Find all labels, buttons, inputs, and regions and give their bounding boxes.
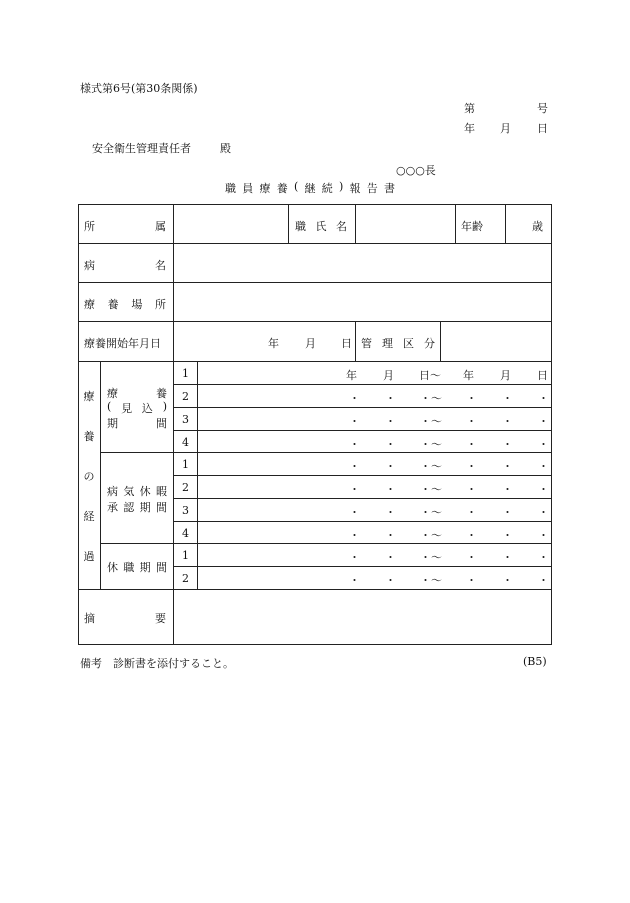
row-number: 4 [182, 436, 189, 449]
title-char: ) [338, 180, 344, 193]
period-end-day: ・ [538, 529, 549, 542]
form-reference: 様式第6号(第30条関係) [80, 82, 198, 95]
period-end-month: ・ [502, 415, 513, 428]
label-char: 療 [107, 387, 118, 400]
period-end-year: ・ [466, 392, 477, 405]
period-end-month: ・ [502, 506, 513, 519]
label-char: 休 [107, 561, 118, 574]
label-char: ( [107, 400, 112, 413]
period-start-day: ・～ [420, 506, 442, 519]
label-char: 職 [295, 220, 306, 233]
label-char: 承 [107, 501, 118, 514]
sick-leave-period-label [107, 483, 167, 515]
title-char: 職 [225, 182, 236, 195]
title-char: 継 [304, 182, 316, 195]
label-char: 所 [84, 220, 95, 233]
row-number: 3 [182, 413, 189, 426]
period-start-year: ・ [349, 438, 360, 451]
label-char: 期 [107, 417, 118, 430]
affiliation-field[interactable] [175, 205, 287, 242]
row-number: 1 [182, 549, 189, 562]
label-char: 間 [156, 417, 167, 430]
start-date-day: 日 [341, 337, 352, 350]
period-end-month: ・ [502, 438, 513, 451]
period-start-day: ・～ [420, 460, 442, 473]
summary-field[interactable] [175, 590, 550, 643]
label-char: 場 [131, 298, 143, 311]
label-char: ) [162, 400, 167, 413]
label-char: 分 [424, 337, 435, 350]
period-start-month: ・ [385, 392, 396, 405]
title-char: ( [293, 180, 299, 193]
period-start-month: ・ [385, 415, 396, 428]
label-char: 過 [83, 550, 95, 563]
age-label: 年齢 [461, 220, 483, 233]
label-char: 氏 [315, 220, 327, 233]
header-date-day: 日 [537, 122, 548, 135]
age-unit: 歳 [532, 220, 543, 233]
label-char: 間 [155, 561, 167, 574]
period-end-year: ・ [466, 506, 477, 519]
period-end-year: ・ [466, 483, 477, 496]
period-start-month: ・ [385, 438, 396, 451]
label-char: 込 [141, 402, 153, 415]
period-start-year: 年 [346, 369, 357, 382]
period-end-day: ・ [538, 438, 549, 451]
sender: ○○○長 [396, 164, 436, 177]
period-end-month: ・ [502, 392, 513, 405]
title-char: 療 [259, 182, 271, 195]
row-number: 2 [182, 481, 189, 494]
period-end-day: 日 [537, 369, 548, 382]
row-number: 2 [182, 390, 189, 403]
period-end-year: ・ [466, 529, 477, 542]
addressee: 安全衛生管理責任者 [92, 142, 191, 155]
age-field[interactable] [507, 205, 529, 242]
label-char: 養 [156, 387, 167, 400]
affiliation-label [84, 218, 166, 234]
label-char: 認 [123, 501, 135, 514]
period-start-day: ・～ [420, 551, 442, 564]
period-start-month: ・ [385, 460, 396, 473]
header-date-year: 年 [464, 122, 475, 135]
label-char: 暇 [155, 485, 167, 498]
period-start-year: ・ [349, 506, 360, 519]
period-start-year: ・ [349, 415, 360, 428]
period-end-month: ・ [502, 483, 513, 496]
period-end-day: ・ [538, 506, 549, 519]
label-char: 養 [107, 298, 119, 311]
label-char: 理 [382, 337, 393, 350]
title-char: 員 [242, 182, 254, 195]
period-start-day: ・～ [420, 483, 442, 496]
period-start-month: ・ [385, 551, 396, 564]
period-end-day: ・ [538, 415, 549, 428]
name-field[interactable] [357, 205, 454, 242]
label-char: 期 [139, 561, 151, 574]
place-label [84, 296, 166, 312]
period-start-day: ・～ [420, 415, 442, 428]
remark-label: 備考 [80, 657, 102, 670]
row-number: 1 [182, 367, 189, 380]
period-end-month: ・ [502, 460, 513, 473]
start-date-label: 療養開始年月日 [84, 337, 161, 350]
management-field[interactable] [442, 322, 550, 360]
expected-period-label [107, 385, 167, 430]
period-end-year: ・ [466, 551, 477, 564]
label-char: 属 [155, 220, 166, 233]
period-start-year: ・ [349, 392, 360, 405]
period-start-month: ・ [385, 506, 396, 519]
period-end-day: ・ [538, 574, 549, 587]
row-number: 2 [182, 572, 189, 585]
period-end-day: ・ [538, 483, 549, 496]
period-start-day: ・～ [420, 438, 442, 451]
label-char: 見 [121, 402, 133, 415]
period-end-month: 月 [500, 369, 511, 382]
label-char: 所 [154, 298, 166, 311]
period-start-month: ・ [385, 483, 396, 496]
header-date-month: 月 [500, 122, 511, 135]
label-char: の [83, 470, 95, 483]
row-number: 4 [182, 527, 189, 540]
honorific: 殿 [220, 142, 231, 155]
period-start-day: ・～ [420, 392, 442, 405]
period-start-year: ・ [349, 460, 360, 473]
period-end-month: ・ [502, 529, 513, 542]
leave-of-absence-period-label [107, 559, 167, 575]
start-date-month: 月 [305, 337, 316, 350]
period-start-year: ・ [349, 574, 360, 587]
period-end-month: ・ [502, 574, 513, 587]
period-end-year: 年 [463, 369, 474, 382]
period-start-year: ・ [349, 529, 360, 542]
label-char: 間 [155, 501, 167, 514]
label-char: 療 [84, 298, 95, 311]
remark-text: 診断書を添付すること。 [113, 657, 234, 670]
progress-label [80, 388, 98, 564]
label-char: 名 [155, 259, 166, 272]
start-date-year: 年 [268, 337, 279, 350]
period-start-year: ・ [349, 483, 360, 496]
paper-size-note: (B5) [523, 655, 547, 668]
period-end-year: ・ [466, 438, 477, 451]
label-char: 養 [83, 430, 95, 443]
place-field[interactable] [175, 283, 550, 320]
period-start-month: ・ [385, 574, 396, 587]
label-char: 期 [139, 501, 151, 514]
title-char: 報 [349, 182, 361, 195]
disease-field[interactable] [175, 244, 550, 281]
label-char: 職 [123, 561, 135, 574]
period-start-day: ・～ [420, 529, 442, 542]
disease-label [84, 257, 166, 273]
period-end-year: ・ [466, 574, 477, 587]
period-start-day: 日～ [419, 369, 441, 382]
period-end-year: ・ [466, 415, 477, 428]
period-start-month: ・ [385, 529, 396, 542]
label-char: 区 [403, 337, 414, 350]
management-label [361, 335, 435, 351]
document-number-suffix: 号 [537, 102, 548, 115]
label-char: 休 [139, 485, 151, 498]
label-char: 摘 [84, 612, 95, 625]
period-end-year: ・ [466, 460, 477, 473]
label-char: 管 [361, 337, 372, 350]
period-start-day: ・～ [420, 574, 442, 587]
summary-label [84, 610, 166, 626]
title-char: 続 [321, 182, 333, 195]
label-char: 名 [336, 220, 347, 233]
label-char: 病 [107, 485, 118, 498]
period-start-month: 月 [383, 369, 394, 382]
title-char: 書 [383, 182, 395, 195]
label-char: 病 [84, 259, 95, 272]
row-number: 3 [182, 504, 189, 517]
title-char: 養 [276, 182, 288, 195]
period-start-year: ・ [349, 551, 360, 564]
label-char: 療 [83, 390, 95, 403]
document-number-prefix: 第 [464, 102, 475, 115]
label-char: 経 [83, 510, 95, 523]
title-char: 告 [366, 182, 378, 195]
period-end-month: ・ [502, 551, 513, 564]
label-char: 要 [155, 612, 166, 625]
period-end-day: ・ [538, 460, 549, 473]
name-label [295, 218, 347, 234]
period-end-day: ・ [538, 392, 549, 405]
period-end-day: ・ [538, 551, 549, 564]
row-number: 1 [182, 458, 189, 471]
label-char: 気 [123, 485, 135, 498]
